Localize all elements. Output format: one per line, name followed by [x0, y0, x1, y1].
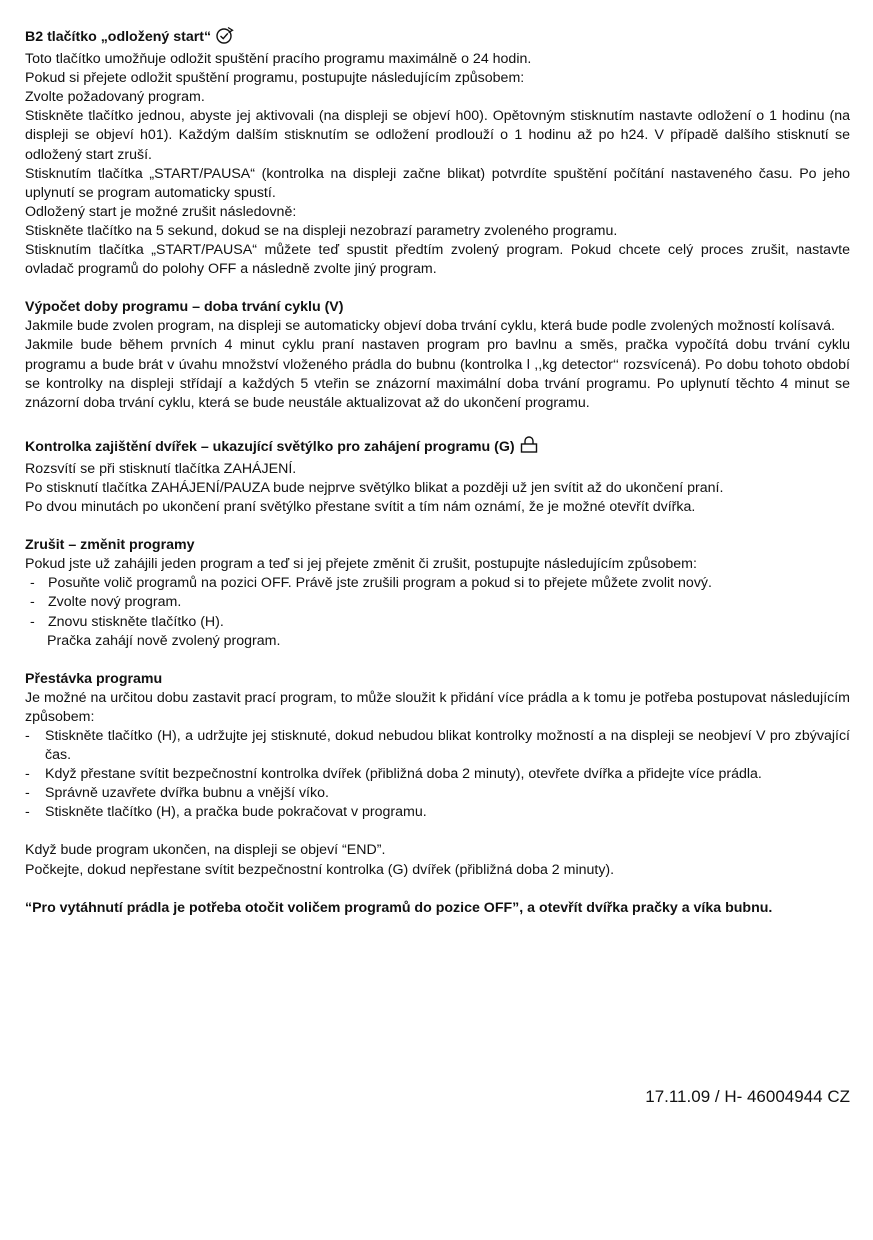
door-para-3: Po dvou minutách po ukončení praní světýlko přestane svítit a tím nám oznámí, že je možné otevřít dvířka. — [25, 499, 696, 516]
delayed-start-icon — [215, 26, 235, 50]
dash: - — [30, 575, 35, 592]
b2-para-4: Stiskněte tlačítko jednou, abyste jej aktivovali (na displeji se objeví h00). Opětovným stisknutím nastavte odložení o 1 hodinu (na displeji se objeví h01). Každým dalším stisknutím se odložení prodlouží o 1 hodinu až po h24. V případě dalšího stisknutí se odložený start zruší. — [25, 108, 850, 163]
list-item — [25, 803, 850, 822]
dash: - — [30, 613, 35, 630]
b2-para-5: Stisknutím tlačítka „START/PAUSA“ (kontrolka na displeji začne blikat) potvrdíte spuštění počítání nastaveného času. Po jeho uplynutí se program automaticky spustí. — [25, 165, 850, 201]
cancel-heading: Zrušit – změnit programy — [25, 537, 195, 554]
pause-intro: Je možné na určitou dobu zastavit prací program, to může sloužit k přidání více prádla a k tomu je potřeba postupovat následujícím způsobem: — [25, 689, 850, 725]
door-para-2: Po stisknutí tlačítka ZAHÁJENÍ/PAUZA bude nejprve světýlko blikat a později už jen svítit až do ukončení praní. — [25, 479, 724, 496]
spacer — [25, 279, 850, 298]
pause-heading: Přestávka programu — [25, 670, 163, 687]
b2-para-3: Zvolte požadovaný program. — [25, 89, 205, 106]
dash: - — [30, 594, 35, 611]
cancel-list — [25, 574, 850, 631]
b2-para-1: Toto tlačítko umožňuje odložit spuštění pracího programu maximálně o 24 hodin. — [25, 51, 532, 68]
door-heading — [25, 436, 850, 460]
spacer — [25, 413, 850, 432]
document-page — [25, 26, 850, 918]
b2-heading — [25, 26, 850, 50]
b2-para-2: Pokud si přejete odložit spuštění programu, postupujte následujícím způsobem: — [25, 70, 525, 87]
spacer — [25, 822, 850, 841]
list-item-text: Když přestane svítit bezpečnostní kontrolka dvířek (přibližná doba 2 minuty), otevřete dvířka a přidejte více prádla. — [45, 766, 762, 783]
dash: - — [25, 804, 30, 821]
spacer — [25, 651, 850, 670]
spacer — [25, 880, 850, 899]
end-para-1: Když bude program ukončen, na displeji se objeví “END”. — [25, 842, 386, 859]
list-item — [25, 784, 850, 803]
b2-para-8: Stisknutím tlačítka „START/PAUSA“ můžete teď spustit předtím zvolený program. Pokud chcete celý proces zrušit, nastavte ovladač programů do polohy OFF a následně zvolte jiný program. — [25, 242, 850, 278]
list-item — [25, 727, 850, 765]
list-item-text: Zvolte nový program. — [48, 594, 182, 611]
pause-list — [25, 727, 850, 822]
b2-para-7: Stiskněte tlačítko na 5 sekund, dokud se na displeji nezobrazí parametry zvoleného programu. — [25, 222, 618, 239]
list-item-text: Správně uzavřete dvířka bubnu a vnější víko. — [45, 785, 329, 802]
b2-para-6: Odložený start je možné zrušit následovně: — [25, 203, 297, 220]
list-item-text: Znovu stiskněte tlačítko (H). — [48, 613, 224, 630]
dash: - — [25, 785, 30, 802]
list-item — [25, 765, 850, 784]
end-para-2: Počkejte, dokud nepřestane svítit bezpečnostní kontrolka (G) dvířek (přibližná doba 2 minuty). — [25, 861, 615, 878]
door-title: Kontrolka zajištění dvířek – ukazující světýlko pro zahájení programu (G) — [25, 438, 515, 455]
list-item — [25, 613, 850, 632]
list-item-text: Stiskněte tlačítko (H), a udržujte jej stisknuté, dokud nebudou blikat kontrolky možností a na displeji se neobjeví V pro zbývající čas. — [45, 728, 850, 764]
cancel-after: Pračka zahájí nově zvolený program. — [47, 632, 281, 649]
document-footer: 17.11.09 / H- 46004944 CZ — [645, 1087, 850, 1106]
dash: - — [25, 766, 30, 783]
spacer — [25, 517, 850, 536]
list-item-text: Stiskněte tlačítko (H), a pračka bude pokračovat v programu. — [45, 804, 427, 821]
cycle-para-1: Jakmile bude zvolen program, na displeji se automaticky objeví doba trvání cyklu, která bude podle zvolených možností kolísavá. — [25, 318, 835, 335]
dash: - — [25, 728, 30, 744]
cancel-intro: Pokud jste už zahájili jeden program a teď si jej přejete změnit či zrušit, postupujte následujícím způsobem: — [25, 556, 697, 573]
cycle-para-2: Jakmile bude během prvních 4 minut cyklu praní nastaven program pro bavlnu a směs, pračka vypočítá dobu trvání cyklu programu a bude brát v úvahu množství vloženého prádla do bubnu (kontrolka l ,,kg detector‘‘ rozsvícená). Po dobu tohoto období se kontrolky na displeji střídají a každých 5 vteřin se znázorní maximální doba trvání programu. Po uplynutí těchto 4 minut se znázorní doba trvání cyklu, která se bude neustále aktualizovat až do ukončení programu. — [25, 337, 850, 411]
cycle-heading: Výpočet doby programu – doba trvání cyklu (V) — [25, 299, 344, 316]
b2-title: B2 tlačítko „odložený start“ — [25, 29, 212, 45]
list-item — [25, 574, 850, 593]
door-para-1: Rozsvítí se při stisknutí tlačítka ZAHÁJENÍ. — [25, 460, 297, 477]
door-lock-icon — [519, 436, 539, 460]
final-note: “Pro vytáhnutí prádla je potřeba otočit voličem programů do pozice OFF”, a otevřít dvířka pračky a víka bubnu. — [25, 899, 773, 916]
list-item — [25, 593, 850, 612]
list-item-text: Posuňte volič programů na pozici OFF. Právě jste zrušili program a pokud si to přejete můžete zvolit nový. — [48, 575, 712, 592]
